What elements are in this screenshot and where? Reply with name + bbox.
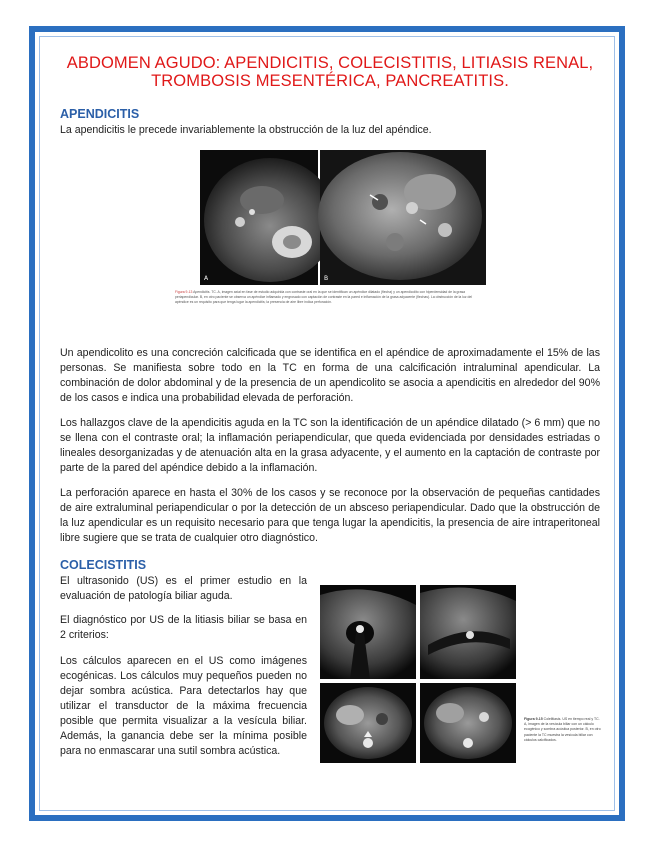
apendicitis-paragraph-2: Los hallazgos clave de la apendicitis aguda en la TC son la identificación de un apéndice dilatado (> 6 mm) que no se llena con el contraste oral; la inflamación periapendicular, que queda evidenciada por densidades estriadas o lineales desorganizadas y de atenuación alta en la grasa adyacente, y el aumento en la captación de contraste por parte de la pared del apéndice debido a la inflamación. [60,417,600,474]
apendicitis-ct-figure [200,150,486,285]
apendicitis-intro: La apendicitis le precede invariablemente la obstrucción de la luz del apéndice. [60,124,432,136]
colecistitis-paragraph-1: El ultrasonido (US) es el primer estudio en la evaluación de patología biliar aguda. [60,575,307,602]
colecistitis-paragraph-3: Los cálculos aparecen en el US como imágenes ecogénicas. Los cálculos muy pequeños pueden no dejar sombra acústica. Para detectarlos hay que utilizar el transductor de la máxima frecuencia posible que permita visualizar a la vesícula biliar. Además, la ganancia debe ser la mínima posible para no enmascarar una sutil sombra acústica. [60,655,307,757]
colecistitis-figure-caption: Figura 9-15 Colelitiasis. US en tiempo real y TC. A, imagen de la vesícula biliar con un cálculo ecogénico y sombra acústica posterior. B, en otro paciente la TC muestra la vesícula biliar con cálculos calcificados. [524,717,601,742]
svg-text:B: B [324,275,329,282]
apendicitis-heading: APENDICITIS [60,107,140,121]
page-title: ABDOMEN AGUDO: APENDICITIS, COLECISTITIS, LITIASIS RENAL, TROMBOSIS MESENTÉRICA, PANCREATITIS. [66,54,594,90]
apendicitis-paragraph-1: Un apendicolito es una concreción calcificada que se identifica en el apéndice de aproximadamente el 15% de las personas. Se manifiesta sobre todo en la TC en forma de una calcificación intraluminal apendicular. La combinación de dolor abdominal y de la presencia de un apendicolito se asocia a apendicitis en alrededor del 90% de los casos e indica una probabilidad elevada de perforación. [60,347,600,404]
apendicitis-paragraph-3: La perforación aparece en hasta el 30% de los casos y se reconoce por la observación de pequeñas cantidades de aire extraluminal periapendicular o por la detección de un absceso periapendicular. Dado que la obstrucción de la luz apendicular es un requisito necesario para que tenga lugar la apendicitis, la presencia de aire intraperitoneal libre sugiere que se trata de cualquier otro diagnóstico. [60,487,600,544]
svg-text:A: A [204,275,209,282]
colecistitis-paragraph-2: El diagnóstico por US de la litiasis biliar se basa en 2 criterios: [60,614,307,641]
apendicitis-figure-caption: Figura 9-13 Apendicitis. TC. A, imagen axial en fase de estudio adquirida con contraste oral en la que se identifican un apéndice dilatado (flecha) y un apendicolito con hiperdensidad de la grasa periapendicular. B, en otro paciente se observa un apéndice inflamado y engrosado con captación de contraste en la pared e inflamación de la grasa adyacente (flechas). La obstrucción de la luz del apéndice es un requisito para que tenga lugar la apendicitis; la presencia de aire libre indica perforación. [175,290,473,305]
colecistitis-us-ct-figure [320,585,516,763]
colecistitis-heading: COLECISTITIS [60,558,147,572]
